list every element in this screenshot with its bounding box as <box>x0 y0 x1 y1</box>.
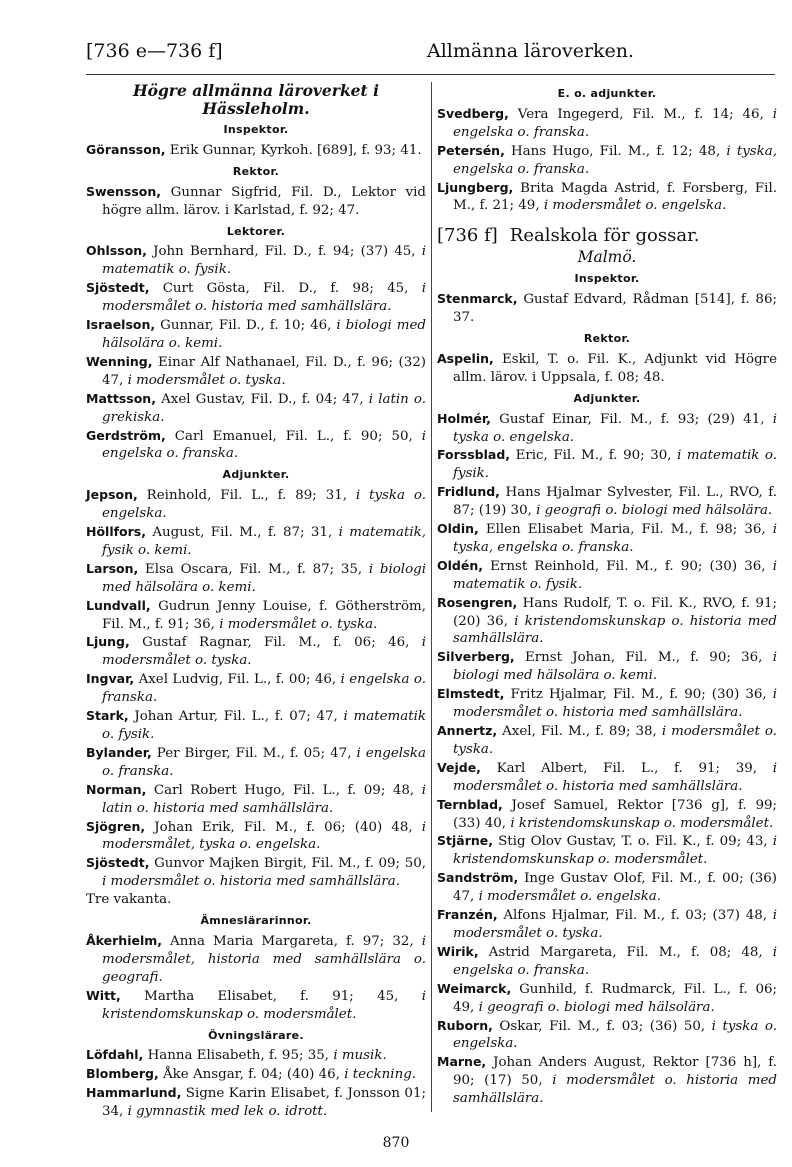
staff-subjects: i biologi med hälsolära o. kemi. <box>102 318 426 351</box>
staff-entry <box>86 316 426 353</box>
staff-subjects: i tyska o. engelska. <box>102 488 426 522</box>
staff-surname: Ljungberg, <box>437 179 514 195</box>
staff-subjects: i matematik, fysik o. kemi. <box>102 525 426 558</box>
staff-entry <box>86 183 426 220</box>
staff-surname: Stark, <box>86 708 129 724</box>
staff-details: Gudrun Jenny Louise, f. Götherström, Fil. M., f. 91; 36, <box>102 598 426 632</box>
staff-entry <box>437 722 777 759</box>
staff-subjects: i modersmålet, historia med samhällslära o. geografi. <box>102 933 426 985</box>
staff-subjects: i tyska, engelska o. franska. <box>453 522 777 555</box>
staff-subjects: i matematik o. fysik. <box>102 244 426 278</box>
staff-entry <box>437 906 777 943</box>
staff-details: Gunhild, f. Rudmarck, Fil. L., f. 06; 49, <box>453 981 777 1015</box>
staff-details: Eric, Fil. M., f. 90; 30, <box>515 448 672 464</box>
staff-surname: Ohlsson, <box>86 243 147 259</box>
staff-surname: Forssblad, <box>437 447 511 463</box>
group-heading: E. o. adjunkter. <box>557 87 657 100</box>
staff-surname: Löfdahl, <box>86 1047 144 1063</box>
staff-subjects: i kristendomskunskap o. modersmålet. <box>510 815 774 831</box>
staff-entry <box>437 832 777 869</box>
staff-details: Carl Robert Hugo, Fil. L., f. 09; 48, <box>153 782 415 798</box>
staff-surname: Silverberg, <box>437 649 515 665</box>
staff-entry <box>86 781 426 818</box>
staff-details: Astrid Margareta, Fil. M., f. 08; 48, <box>488 944 763 960</box>
staff-subjects: i modersmålet o. historia med samhällslära. <box>102 281 426 315</box>
staff-entry <box>437 1017 777 1054</box>
staff-surname: Ingvar, <box>86 671 135 687</box>
staff-entry <box>437 869 777 906</box>
staff-surname: Wirik, <box>437 943 479 959</box>
staff-entry <box>437 759 777 796</box>
city-title: Malmö. <box>577 248 637 267</box>
group-heading: Rektor. <box>232 164 280 178</box>
staff-details: Gunvor Majken Birgit, Fil. M., f. 09; 50, <box>154 856 426 872</box>
staff-surname: Elmstedt, <box>437 686 505 702</box>
section-code: [736 f] <box>437 225 498 247</box>
staff-entry <box>86 353 426 390</box>
staff-surname: Mattsson, <box>86 390 156 406</box>
staff-surname: Åkerhielm, <box>86 932 163 948</box>
section-reference: [736 e—736 f] <box>86 40 223 62</box>
staff-details: Ernst Reinhold, Fil. M., f. 90; (30) 36, <box>490 558 766 574</box>
staff-subjects: i musik. <box>333 1048 387 1064</box>
staff-details: Ernst Johan, Fil. M., f. 90; 36, <box>524 650 763 666</box>
staff-details: Fritz Hjalmar, Fil. M., f. 90; (30) 36, <box>510 687 767 703</box>
staff-details: Alfons Hjalmar, Fil. M., f. 03; (37) 48, <box>503 908 767 924</box>
staff-entry <box>437 520 777 557</box>
page-header <box>86 40 776 68</box>
staff-details: Karl Albert, Fil. L., f. 91; 39, <box>496 760 757 776</box>
staff-subjects: i engelska o. franska. <box>102 672 426 706</box>
staff-details: Gunnar, Fil. D., f. 10; 46, <box>160 318 332 334</box>
staff-subjects: i kristendomskunskap o. historia med samhällslära. <box>453 613 778 647</box>
staff-surname: Jepson, <box>86 487 138 503</box>
staff-surname: Stjärne, <box>437 833 493 849</box>
running-title: Allmänna läroverken. <box>427 40 635 62</box>
staff-surname: Stenmarck, <box>437 291 518 307</box>
staff-subjects: i tyska o. engelska. <box>453 1018 777 1052</box>
staff-details: Axel Gustav, Fil. D., f. 04; 47, <box>161 391 364 407</box>
staff-entry <box>437 290 777 327</box>
staff-subjects: i modersmålet, tyska o. engelska. <box>102 819 426 853</box>
group-heading: Ämneslärarinnor. <box>200 914 312 928</box>
staff-details: Anna Maria Margareta, f. 97; 32, <box>170 933 414 949</box>
staff-entry <box>86 560 426 597</box>
staff-entry <box>86 932 426 987</box>
staff-surname: Hammarlund, <box>86 1085 182 1101</box>
staff-subjects: i modersmålet o. tyska. <box>127 372 286 388</box>
staff-entry <box>437 446 777 483</box>
staff-details: Axel Ludvig, Fil. L., f. 00; 46, <box>138 672 337 688</box>
staff-details: Curt Gösta, Fil. D., f. 98; 45, <box>162 281 409 297</box>
staff-details: Johan Artur, Fil. L., f. 07; 47, <box>134 709 338 725</box>
staff-entry <box>437 980 777 1017</box>
staff-subjects: i modersmålet o. engelska. <box>543 198 727 214</box>
staff-surname: Bylander, <box>86 744 152 760</box>
staff-entry <box>86 1046 426 1065</box>
staff-details: Gustaf Edvard, Rådman [514], f. 86; 37. <box>453 292 777 326</box>
staff-details: Hanna Elisabeth, f. 95; 35, <box>147 1048 330 1064</box>
staff-entry <box>437 1053 777 1108</box>
right-top-group <box>437 85 777 215</box>
staff-subjects: i geografi o. biologi med hälsolära. <box>478 999 715 1015</box>
staff-subjects: i modersmålet o. historia med samhällslära. <box>453 687 777 721</box>
staff-details: Erik Gunnar, Kyrkoh. [689], f. 93; 41. <box>169 142 422 158</box>
staff-surname: Weimarck, <box>437 980 512 996</box>
staff-surname: Annertz, <box>437 723 498 738</box>
staff-entry <box>86 744 426 781</box>
staff-details: Johan Anders August, Rektor [736 h], f. 90; (17) 50, <box>453 1055 777 1089</box>
staff-surname: Ternblad, <box>437 796 503 812</box>
staff-surname: Svedberg, <box>437 105 509 121</box>
staff-surname: Swensson, <box>86 183 162 199</box>
staff-surname: Rosengren, <box>437 594 518 610</box>
staff-surname: Ruborn, <box>437 1017 493 1033</box>
staff-subjects: i modersmålet o. historia med samhällslära. <box>453 760 777 794</box>
staff-details: Vera Ingegerd, Fil. M., f. 14; 46, <box>517 106 764 122</box>
staff-subjects: i latin o. historia med samhällslära. <box>102 782 426 816</box>
staff-surname: Vejde, <box>437 759 481 775</box>
school-title: Högre allmänna läroverket i Hässleholm. <box>132 81 379 118</box>
staff-subjects: i modersmålet o. tyska. <box>102 635 427 669</box>
staff-details: Ellen Elisabet Maria, Fil. M., f. 98; 36, <box>485 522 766 538</box>
staff-details: Brita Magda Astrid, f. Forsberg, Fil. M., f. 21; 49, <box>453 180 777 214</box>
staff-surname: Fridlund, <box>437 484 500 500</box>
staff-details: Hans Rudolf, T. o. Fil. K., RVO, f. 91; (20) 36, <box>453 595 777 629</box>
staff-surname: Göransson, <box>86 141 166 157</box>
staff-subjects: i modersmålet o. tyska. <box>453 908 777 941</box>
staff-subjects: i modersmålet o. tyska. <box>453 724 777 757</box>
staff-details: Axel, Fil. M., f. 89; 38, <box>502 724 657 739</box>
staff-subjects: i engelska o. franska. <box>102 745 427 779</box>
staff-entry <box>437 483 777 520</box>
staff-surname: Sjögren, <box>86 818 146 834</box>
staff-subjects: i matematik o. fysik. <box>453 448 777 482</box>
staff-subjects: i biologi med hälsolära o. kemi. <box>102 561 426 595</box>
staff-surname: Aspelin, <box>437 350 494 366</box>
staff-entry <box>437 142 777 179</box>
staff-subjects: i geografi o. biologi med hälsolära. <box>536 503 773 519</box>
group-heading: Inspektor. <box>574 272 640 286</box>
staff-subjects: i gymnastik med lek o. idrott. <box>127 1104 328 1120</box>
staff-details: Signe Karin Elisabet, f. Jonsson 01; 34, <box>102 1086 426 1120</box>
staff-entry <box>86 486 426 523</box>
staff-entry <box>86 670 426 707</box>
section-heading <box>437 227 777 245</box>
staff-surname: Sjöstedt, <box>86 855 150 871</box>
staff-entry <box>86 390 426 427</box>
group-heading: Adjunkter. <box>222 468 290 482</box>
staff-subjects: i biologi med hälsolära o. kemi. <box>453 650 778 684</box>
group-heading: Övningslärare. <box>208 1028 304 1042</box>
staff-subjects: i modersmålet o. engelska. <box>478 889 662 905</box>
staff-surname: Sandström, <box>437 870 519 886</box>
right-staff-groups <box>437 270 777 1108</box>
staff-details: Stig Olov Gustav, T. o. Fil. K., f. 09; 43, <box>498 834 768 850</box>
group-heading: Rektor. <box>583 331 631 345</box>
staff-details: Gustaf Ragnar, Fil. M., f. 06; 46, <box>142 635 410 651</box>
staff-entry <box>437 796 777 833</box>
staff-subjects: i matematik o. fysik. <box>102 709 426 742</box>
staff-subjects: i matematik o. fysik. <box>453 558 777 592</box>
staff-subjects: i teckning. <box>344 1067 417 1083</box>
staff-surname: Wenning, <box>86 353 153 369</box>
staff-entry <box>437 943 777 980</box>
staff-entry <box>86 1065 426 1084</box>
staff-entry <box>86 854 426 891</box>
staff-surname: Marne, <box>437 1054 487 1070</box>
staff-details: Oskar, Fil. M., f. 03; (36) 50, <box>499 1018 706 1034</box>
staff-details: Einar Alf Nathanael, Fil. D., f. 96; (32) 47, <box>102 354 426 388</box>
group-heading: Adjunkter. <box>573 391 641 405</box>
staff-surname: Blomberg, <box>86 1066 159 1082</box>
page-number: 870 <box>382 1135 410 1151</box>
staff-details: Hans Hjalmar Sylvester, Fil. L., RVO, f. 87; (19) 30, <box>453 485 777 519</box>
staff-details: August, Fil. M., f. 87; 31, <box>152 525 333 541</box>
staff-surname: Petersén, <box>437 142 505 158</box>
staff-details: Martha Elisabet, f. 91; 45, <box>144 988 399 1004</box>
left-staff-groups <box>86 121 426 1121</box>
group-heading: Lektorer. <box>226 224 286 238</box>
staff-surname: Sjöstedt, <box>86 280 150 296</box>
staff-surname: Franzén, <box>437 907 498 923</box>
staff-subjects: i engelska o. franska. <box>453 106 778 140</box>
staff-details: Elsa Oscara, Fil. M., f. 87; 35, <box>144 561 363 577</box>
staff-entry <box>437 105 777 142</box>
staff-entry <box>86 597 426 634</box>
staff-surname: Gerdström, <box>86 427 166 443</box>
staff-surname: Norman, <box>86 781 147 797</box>
staff-surname: Witt, <box>86 987 121 1003</box>
staff-subjects: i latin o. grekiska. <box>102 391 426 425</box>
staff-surname: Israelson, <box>86 317 156 333</box>
staff-subjects: i kristendomskunskap o. modersmålet. <box>102 988 426 1022</box>
section-title: Realskola för gossar. <box>509 225 700 247</box>
staff-entry <box>437 410 777 447</box>
staff-entry <box>86 707 426 744</box>
staff-surname: Höllfors, <box>86 524 146 540</box>
staff-subjects: i engelska o. franska. <box>453 944 778 978</box>
vacancy-note: Tre vakanta. <box>86 892 172 908</box>
staff-subjects: i tyska, engelska o. franska. <box>453 143 778 177</box>
staff-details: Gunnar Sigfrid, Fil. D., Lektor vid högre allm. lärov. i Karlstad, f. 92; 47. <box>102 184 426 218</box>
group-heading: Inspektor. <box>223 123 289 136</box>
staff-subjects: i tyska o. engelska. <box>453 411 777 445</box>
staff-surname: Lundvall, <box>86 597 151 613</box>
staff-subjects: i modersmålet o. historia med samhällslära. <box>453 1073 777 1107</box>
staff-entry <box>437 685 777 722</box>
staff-details: Inge Gustav Olof, Fil. M., f. 00; (36) 47, <box>453 871 777 905</box>
header-rule <box>86 74 775 75</box>
staff-details: Eskil, T. o. Fil. K., Adjunkt vid Högre allm. lärov. i Uppsala, f. 08; 48. <box>453 351 777 385</box>
left-column <box>86 82 426 1121</box>
staff-entry <box>86 987 426 1024</box>
staff-subjects: i modersmålet o. historia med samhällslära. <box>102 874 401 890</box>
staff-details: Carl Emanuel, Fil. L., f. 90; 50, <box>174 428 413 444</box>
staff-entry <box>86 242 426 279</box>
staff-subjects: i kristendomskunskap o. modersmålet. <box>453 834 778 868</box>
staff-surname: Oldén, <box>437 557 483 573</box>
staff-details: Åke Ansgar, f. 04; (40) 46, <box>162 1067 340 1083</box>
staff-surname: Holmér, <box>437 410 491 426</box>
staff-details: Johan Erik, Fil. M., f. 06; (40) 48, <box>154 819 413 835</box>
staff-subjects: i engelska o. franska. <box>102 428 426 462</box>
staff-details: Reinhold, Fil. L., f. 89; 31, <box>146 488 347 504</box>
staff-entry <box>437 557 777 594</box>
right-column <box>437 82 777 1108</box>
staff-details: John Bernhard, Fil. D., f. 94; (37) 45, <box>153 244 416 260</box>
staff-details: Gustaf Einar, Fil. M., f. 93; (29) 41, <box>499 411 765 427</box>
staff-details: Josef Samuel, Rektor [736 g], f. 99; (33) 40, <box>453 797 777 831</box>
staff-entry <box>86 427 426 464</box>
staff-surname: Larson, <box>86 560 139 576</box>
staff-entry <box>437 648 777 685</box>
staff-details: Hans Hugo, Fil. M., f. 12; 48, <box>511 143 721 159</box>
staff-entry <box>437 350 777 387</box>
staff-details: Per Birger, Fil. M., f. 05; 47, <box>156 745 352 761</box>
staff-entry <box>86 1084 426 1121</box>
staff-entry <box>437 594 777 649</box>
column-divider <box>431 82 432 1112</box>
staff-entry <box>86 523 426 560</box>
staff-entry <box>86 818 426 855</box>
staff-surname: Oldin, <box>437 521 479 537</box>
staff-surname: Ljung, <box>86 634 130 650</box>
staff-entry <box>86 141 426 160</box>
staff-subjects: i modersmålet o. tyska. <box>219 616 378 632</box>
staff-entry <box>86 279 426 316</box>
staff-entry <box>437 179 777 216</box>
staff-entry <box>86 633 426 670</box>
